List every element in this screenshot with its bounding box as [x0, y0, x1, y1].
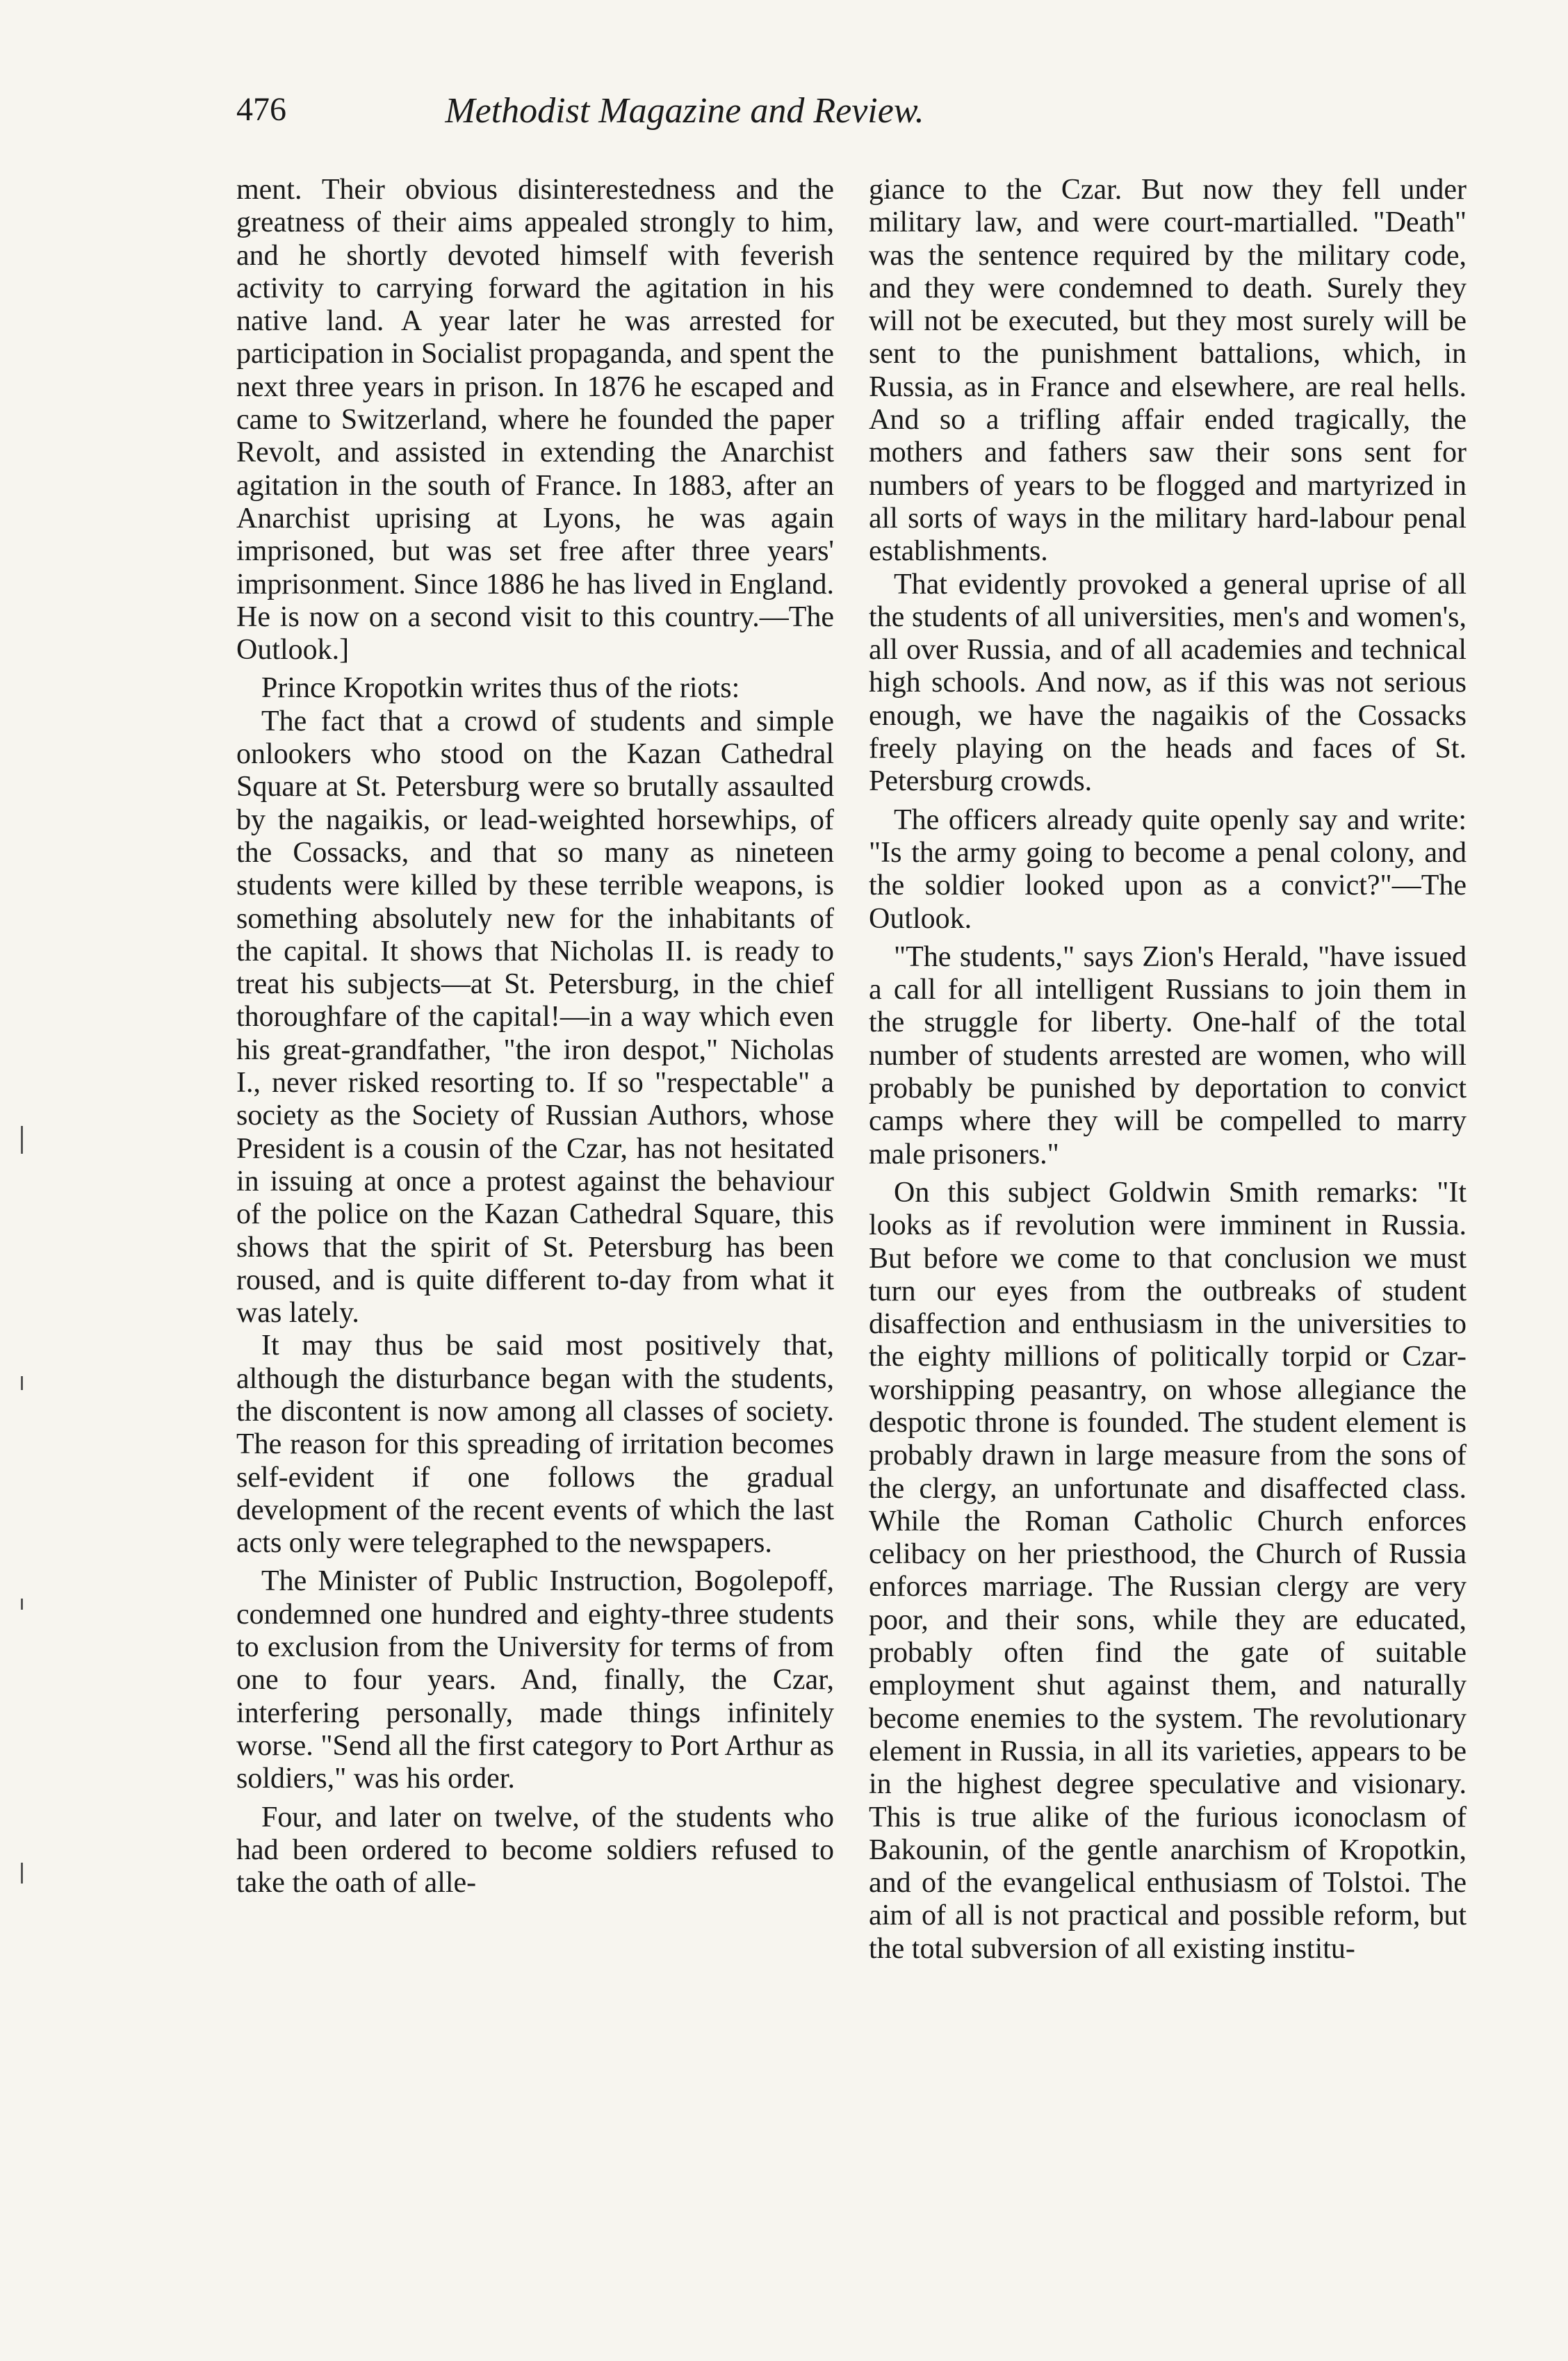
running-title: Methodist Magazine and Review. — [445, 91, 924, 131]
margin-mark — [21, 1126, 23, 1154]
paragraph: The fact that a crowd of students and simple onlookers who stood on the Kazan Cathedral Square at St. Petersburg were so brutally assaulted by the nagaikis, or lead-weighted horsewhips, of the Cossacks, and that so many as nineteen students were killed by these terrible weapons, is something absolutely new for the inhabitants of the capital. It shows that Nicholas II. is ready to treat his subjects—at St. Petersburg, in the chief thoroughfare of the capital!—in a way which even his great-grandfather, "the iron despot," Nicholas I., never risked resorting to. If so "respectable" a society as the Society of Russian Authors, whose President is a cousin of the Czar, has not hesitated in issuing at once a protest against the behaviour of the police on the Kazan Cathedral Square, this shows that the spirit of St. Petersburg has been roused, and is quite different to-day from what it was lately. — [236, 705, 834, 1330]
margin-mark — [21, 1599, 23, 1610]
paragraph: Four, and later on twelve, of the students who had been ordered to become soldiers refused to take the oath of alle- — [236, 1801, 834, 1900]
right-column — [869, 174, 1467, 1966]
paragraph: ment. Their obvious disinterestedness and the greatness of their aims appealed strongly to him, and he shortly devoted himself with feverish activity to carrying forward the agitation in his native land. A year later he was arrested for participation in Socialist propaganda, and spent the next three years in prison. In 1876 he escaped and came to Switzerland, where he founded the paper Revolt, and assisted in extending the Anarchist agitation in the south of France. In 1883, after an Anarchist uprising at Lyons, he was again imprisoned, but was set free after three years' imprisonment. Since 1886 he has lived in England. He is now on a second visit to this country.—The Outlook.] — [236, 174, 834, 667]
paragraph: The officers already quite openly say and write: "Is the army going to become a penal colony, and the soldier looked upon as a convict?"—The Outlook. — [869, 803, 1467, 935]
left-column — [236, 174, 834, 1900]
margin-mark — [21, 1376, 23, 1390]
paragraph: That evidently provoked a general uprise of all the students of all universities, men's and women's, all over Russia, and of all academies and technical high schools. And now, as if this was not serious enough, we have the nagaikis of the Cossacks freely playing on the heads and faces of St. Petersburg crowds. — [869, 568, 1467, 798]
paragraph: It may thus be said most positively that, although the disturbance began with the students, the discontent is now among all classes of society. The reason for this spreading of irritation becomes self-evident if one follows the gradual development of the recent events of which the last acts only were telegraphed to the newspapers. — [236, 1330, 834, 1560]
paragraph: "The students," says Zion's Herald, "have issued a call for all intelligent Russians to join them in the struggle for liberty. One-half of the total number of students arrested are women, who will probably be punished by deportation to convict camps where they will be compelled to marry male prisoners." — [869, 940, 1467, 1170]
paragraph: giance to the Czar. But now they fell under military law, and were court-martialled. "Death" was the sentence required by the military code, and they were condemned to death. Surely they will not be executed, but they most surely will be sent to the punishment battalions, which, in Russia, as in France and elsewhere, are real hells. And so a trifling affair ended tragically, the mothers and fathers saw their sons sent for numbers of years to be flogged and martyrized in all sorts of ways in the military hard-labour penal establishments. — [869, 174, 1467, 568]
paragraph: Prince Kropotkin writes thus of the riots: — [261, 672, 740, 705]
scan-margin-marks — [0, 1043, 42, 2085]
paragraph: The Minister of Public Instruction, Bogolepoff, condemned one hundred and eighty-three students to exclusion from the University for terms of from one to four years. And, finally, the Czar, interfering personally, made things infinitely worse. "Send all the first category to Port Arthur as soldiers," was his order. — [236, 1565, 834, 1795]
page-number: 476 — [236, 91, 286, 128]
margin-mark — [21, 1863, 23, 1884]
paragraph: On this subject Goldwin Smith remarks: "It looks as if revolution were imminent in Russia. But before we come to that conclusion we must turn our eyes from the outbreaks of student disaffection and enthusiasm in the universities to the eighty millions of politically torpid or Czar-worshipping peasantry, on whose allegiance the despotic throne is founded. The student element is probably drawn in large measure from the sons of the clergy, an unfortunate and disaffected class. While the Roman Catholic Church enforces celibacy on her priesthood, the Church of Russia enforces marriage. The Russian clergy are very poor, and their sons, while they are educated, probably often find the gate of suitable employment shut against them, and naturally become enemies to the system. The revolutionary element in Russia, in all its varieties, appears to be in the highest degree speculative and visionary. This is true alike of the furious iconoclasm of Bakounin, of the gentle anarchism of Kropotkin, and of the evangelical enthusiasm of Tolstoi. The aim of all is not practical and possible reform, but the total subversion of all existing institu- — [869, 1176, 1467, 1965]
page-header — [236, 90, 1133, 153]
